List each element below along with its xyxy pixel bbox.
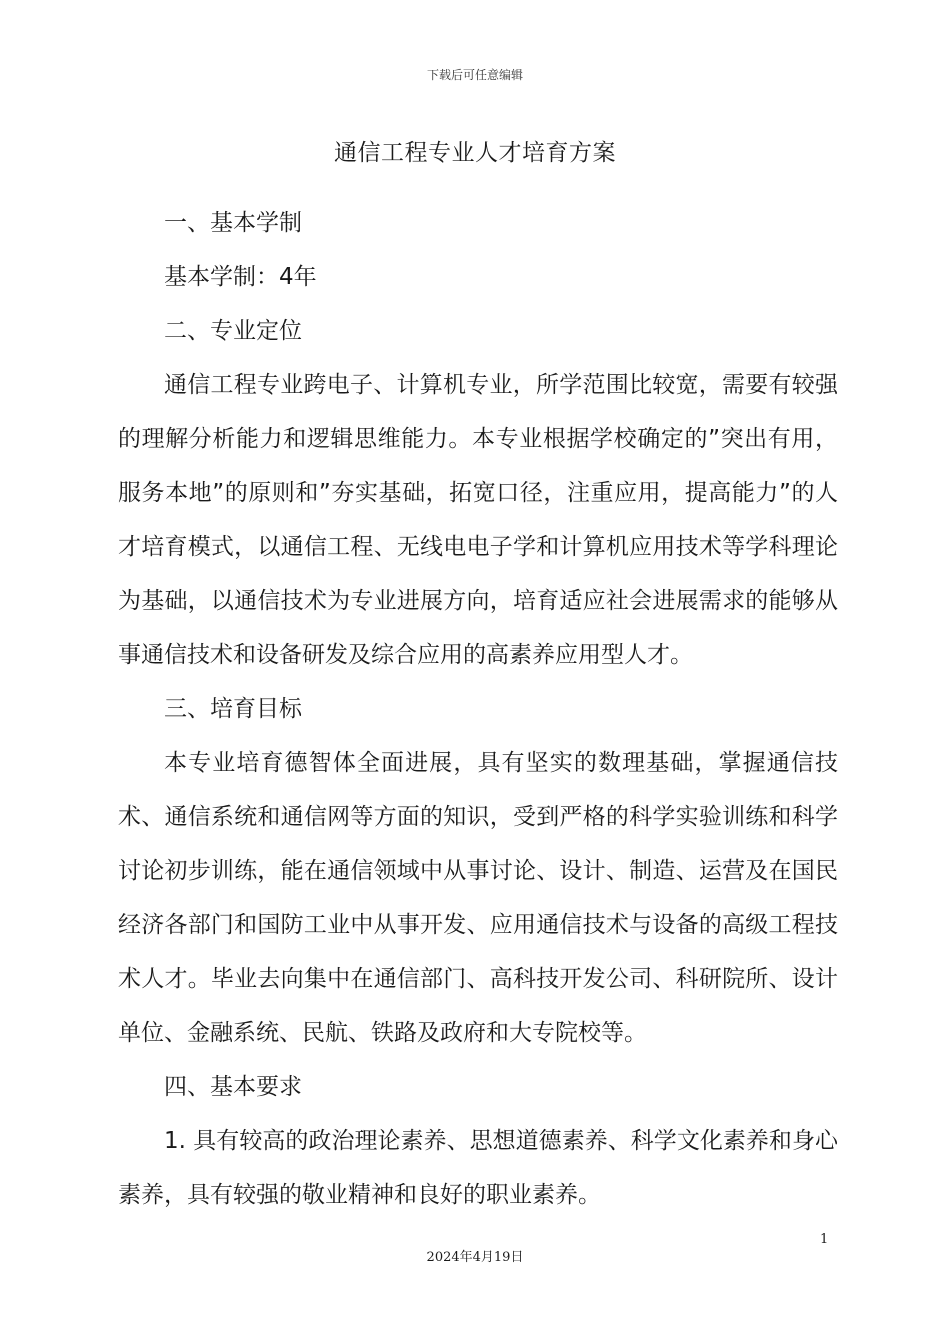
footer-date: 2024年4月19日	[426, 1250, 524, 1265]
section-heading-positioning: 二、专业定位	[164, 318, 302, 344]
paragraph-requirement-1: 1. 具有较高的政治理论素养、思想道德素养、科学文化素养和身心素养，具有较强的敬业精神和良好的职业素养。	[118, 1128, 838, 1208]
page-header: 下载后可任意编辑	[426, 68, 523, 82]
section-heading-requirements: 四、基本要求	[164, 1074, 302, 1100]
paragraph-positioning: 通信工程专业跨电子、计算机专业，所学范围比较宽，需要有较强的理解分析能力和逻辑思维能力。本专业根据学校确定的”突出有用，服务本地”的原则和”夯实基础，拓宽口径，注重应用，提高能力”的人才培育模式，以通信工程、无线电电子学和计算机应用技术等学科理论为基础，以通信技术为专业进展方向，培育适应社会进展需求的能够从事通信技术和设备研发及综合应用的高素养应用型人才。	[118, 372, 838, 668]
section-heading-duration: 一、基本学制	[164, 210, 302, 236]
document-body	[118, 196, 838, 1222]
paragraph-duration: 基本学制：4年	[164, 264, 317, 290]
paragraph-goals: 本专业培育德智体全面进展，具有坚实的数理基础，掌握通信技术、通信系统和通信网等方面的知识，受到严格的科学实验训练和科学讨论初步训练，能在通信领域中从事讨论、设计、制造、运营及在国民经济各部门和国防工业中从事开发、应用通信技术与设备的高级工程技术人才。毕业去向集中在通信部门、高科技开发公司、科研院所、设计单位、金融系统、民航、铁路及政府和大专院校等。	[118, 750, 838, 1046]
document-title: 通信工程专业人才培育方案	[334, 140, 616, 166]
section-heading-goals: 三、培育目标	[164, 696, 302, 722]
page-number: 1	[820, 1232, 829, 1247]
